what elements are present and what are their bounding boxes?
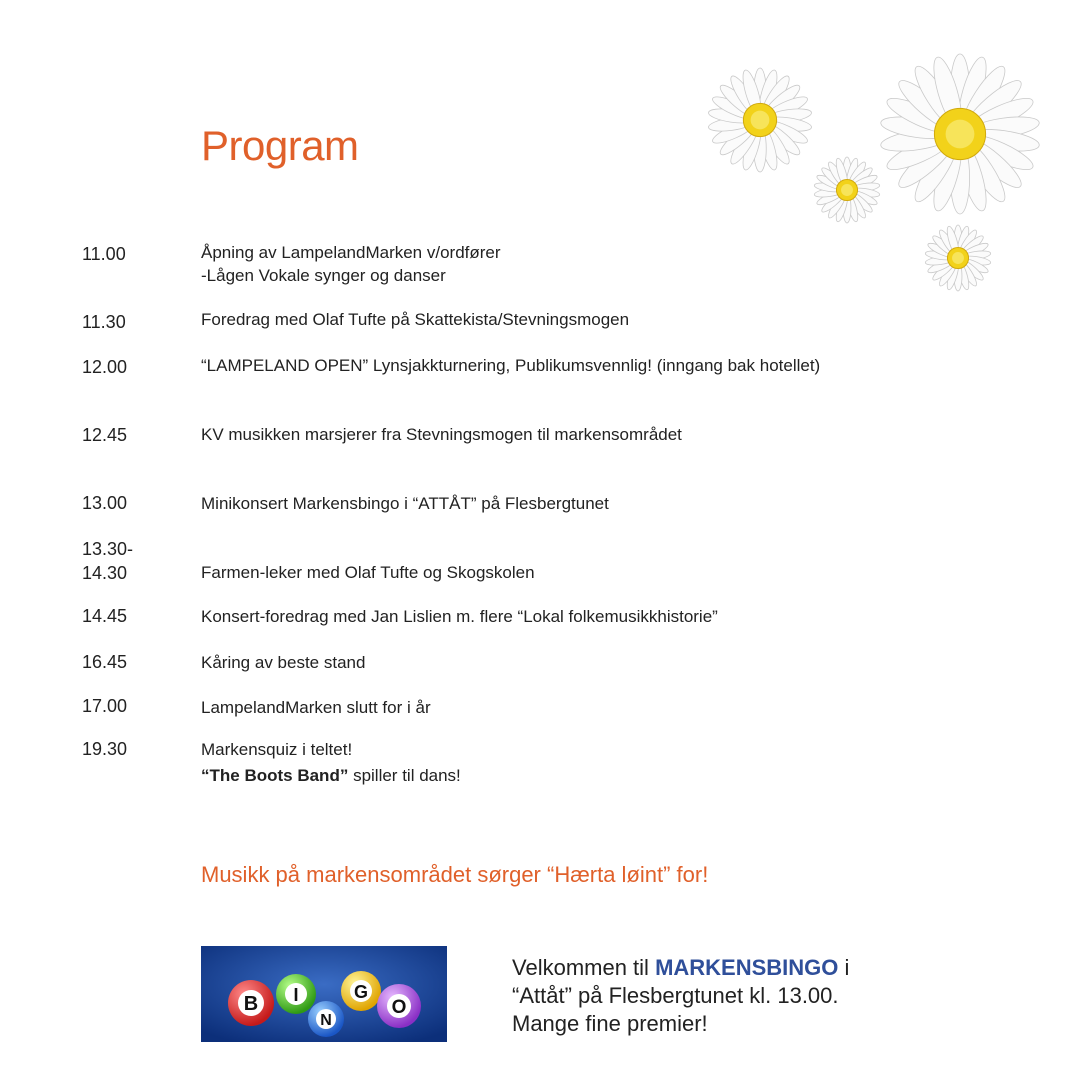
program-desc: Foredrag med Olaf Tufte på Skattekista/Stevningsmogen [201,310,630,329]
bingo-welcome-text: Velkommen til MARKENSBINGO i “Attåt” på Flesbergtunet kl. 13.00. Mange fine premier! [512,955,850,1036]
program-time: 12.00 [82,357,128,377]
program-time: 14.45 [82,606,128,626]
daisy-flower-icon [925,225,991,291]
bingo-brand: MARKENSBINGO [655,955,839,980]
program-desc: LampelandMarken slutt for i år [201,698,431,717]
program-desc: Åpning av LampelandMarken v/ordfører -Lågen Vokale synger og danser [201,243,501,285]
program-desc: Markensquiz i teltet! “The Boots Band” spiller til dans! [201,740,461,785]
program-time: 19.30 [82,739,128,759]
program-desc: Minikonsert Markensbingo i “ATTÅT” på Flesbergtunet [201,494,609,513]
daisy-flower-icon [879,54,1040,214]
music-note: Musikk på markensområdet sørger “Hærta løint” for! [201,862,709,887]
bingo-letter: I [293,985,299,1005]
program-time: 13.30- 14.30 [82,539,134,583]
program-desc: “LAMPELAND OPEN” Lynsjakkturnering, Publikumsvennlig! (inngang bak hotellet) [201,356,821,375]
program-desc: KV musikken marsjerer fra Stevningsmogen til markensområdet [201,425,682,444]
program-time: 16.45 [82,652,128,672]
daisy-flower-icon [814,157,880,223]
program-desc: Kåring av beste stand [201,653,366,672]
daisy-flowers-image [700,50,1050,300]
program-time: 12.45 [82,425,128,445]
bingo-letter: N [320,1012,332,1029]
program-time: 17.00 [82,696,128,716]
bingo-letter: O [391,997,407,1018]
program-time: 11.00 [82,244,126,264]
program-time: 11.30 [82,312,126,332]
program-desc: Konsert-foredrag med Jan Lislien m. flere “Lokal folkemusikkhistorie” [201,607,718,626]
bingo-letter: G [353,982,369,1002]
page-title: Program [201,122,359,169]
bingo-balls-icon [201,946,447,1042]
bingo-letter: B [243,993,259,1015]
daisy-flower-icon [708,68,813,172]
band-name: “The Boots Band” [201,766,349,785]
program-desc: Farmen-leker med Olaf Tufte og Skogskolen [201,563,535,582]
program-time: 13.00 [82,493,128,513]
